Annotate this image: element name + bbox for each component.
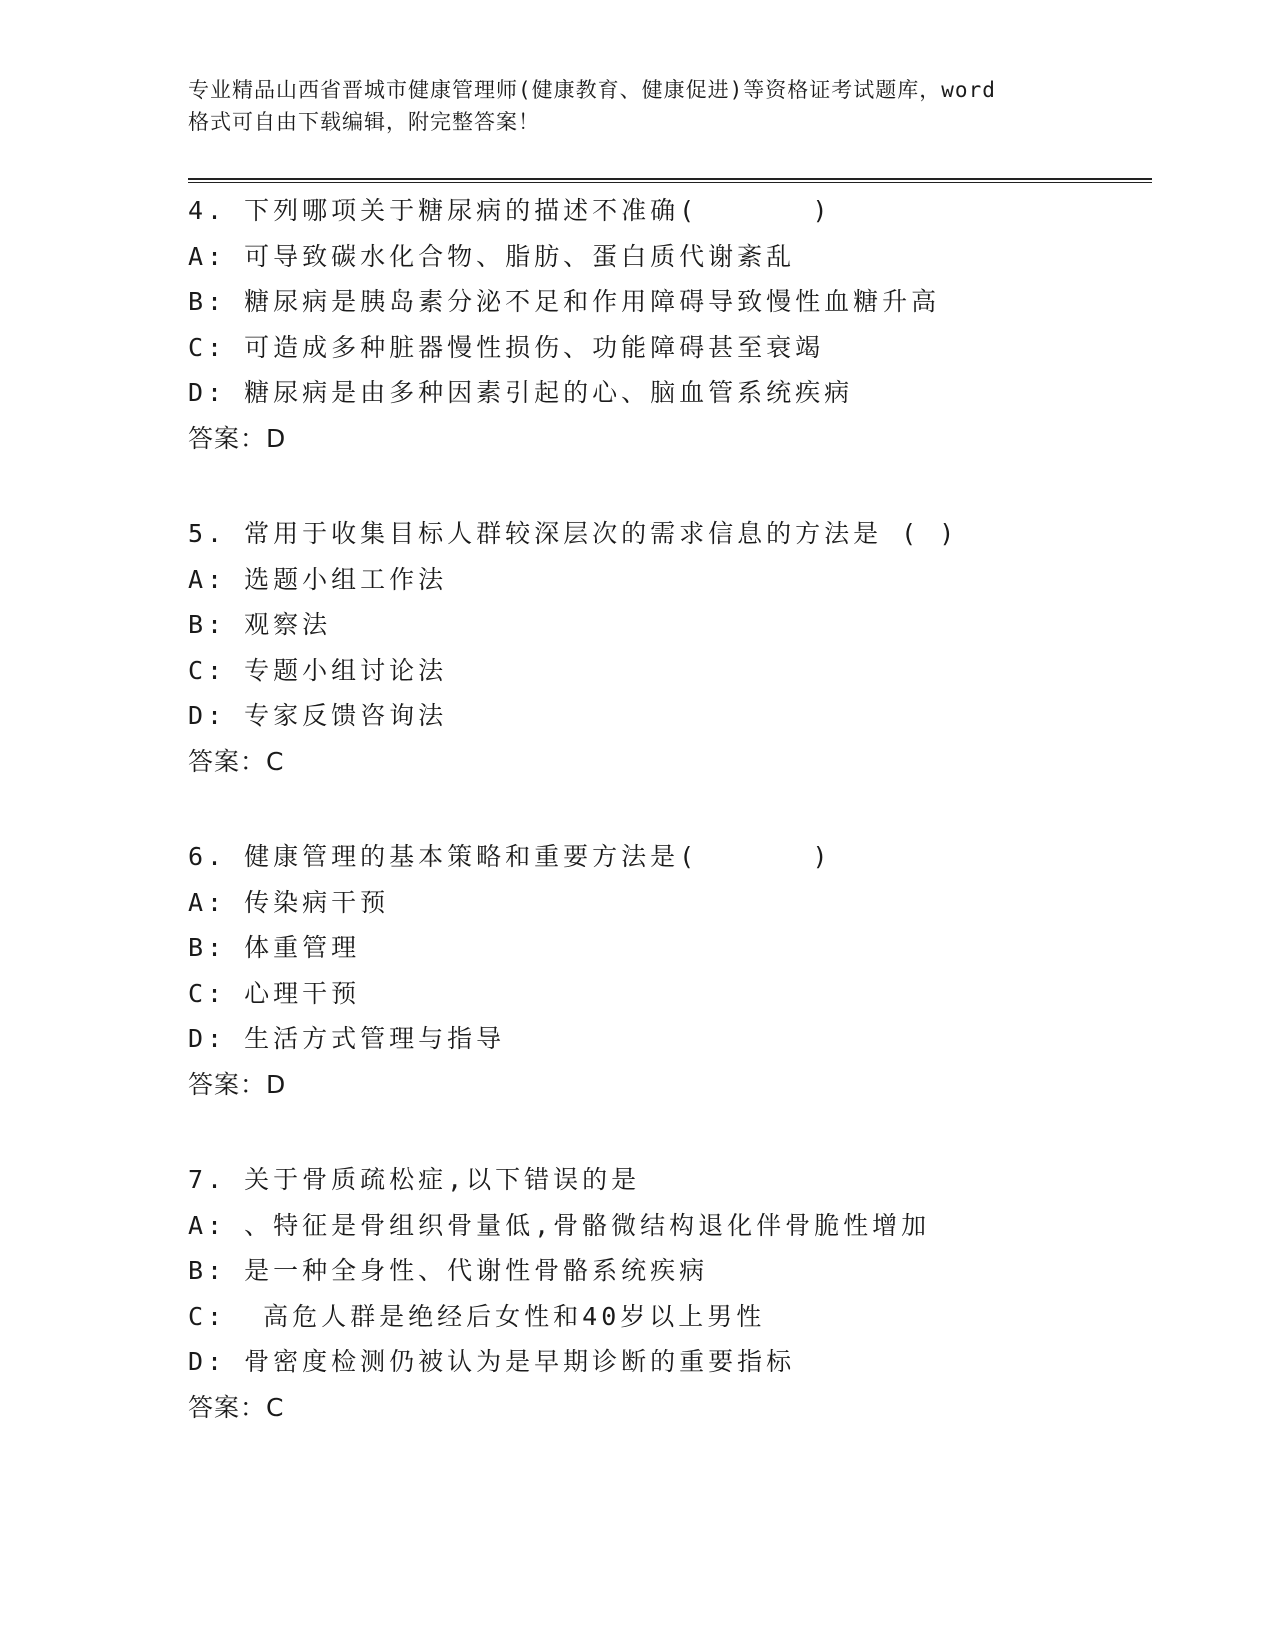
question-number: 4. — [188, 196, 227, 225]
question-stem — [188, 511, 1152, 557]
option-key: D: — [188, 1347, 227, 1376]
option-key: B: — [188, 1256, 227, 1285]
option-text: 体重管理 — [244, 933, 361, 962]
answer-line: 答案：D — [188, 1069, 287, 1099]
header-line-1: 专业精品山西省晋城市健康管理师(健康教育、健康促进)等资格证考试题库，word — [188, 78, 996, 102]
option-key: C: — [188, 978, 227, 1008]
option-text: 生活方式管理与指导 — [244, 1024, 506, 1053]
option-text: 专家反馈咨询法 — [244, 701, 448, 730]
question-6 — [188, 834, 1152, 1107]
question-text: 关于骨质疏松症,以下错误的是 — [244, 1165, 641, 1194]
option-c — [188, 971, 1152, 1017]
option-c — [188, 325, 1152, 371]
option-text: 专题小组讨论法 — [244, 655, 448, 685]
document-header — [188, 74, 1088, 138]
option-text: 传染病干预 — [244, 887, 390, 917]
question-number: 5. — [188, 519, 227, 548]
option-a — [188, 557, 1152, 603]
option-c — [188, 1294, 1152, 1340]
option-text: 骨密度检测仍被认为是早期诊断的重要指标 — [244, 1347, 796, 1376]
option-text: 、特征是骨组织骨量低,骨骼微结构退化伴骨脆性增加 — [244, 1210, 931, 1240]
question-text: 健康管理的基本策略和重要方法是( ) — [244, 842, 832, 871]
option-b — [188, 279, 1152, 325]
question-list — [188, 188, 1152, 1480]
option-text: 选题小组工作法 — [244, 564, 448, 594]
option-a — [188, 1203, 1152, 1249]
question-stem — [188, 1157, 1152, 1203]
answer-line: 答案：C — [188, 746, 285, 776]
option-b — [188, 1248, 1152, 1294]
question-5 — [188, 511, 1152, 784]
option-text: 高危人群是绝经后女性和40岁以上男性 — [244, 1301, 766, 1331]
question-number: 7. — [188, 1165, 227, 1194]
question-number: 6. — [188, 842, 227, 871]
question-text: 下列哪项关于糖尿病的描述不准确( ) — [244, 196, 832, 225]
option-key: A: — [188, 241, 227, 271]
option-key: D: — [188, 378, 227, 407]
option-key: B: — [188, 933, 227, 962]
option-a — [188, 234, 1152, 280]
option-key: A: — [188, 887, 227, 917]
option-key: A: — [188, 564, 227, 594]
option-text: 可造成多种脏器慢性损伤、功能障碍甚至衰竭 — [244, 332, 825, 362]
option-key: C: — [188, 332, 227, 362]
question-text: 常用于收集目标人群较深层次的需求信息的方法是 ( ) — [244, 519, 959, 548]
option-d — [188, 370, 1152, 416]
question-7 — [188, 1157, 1152, 1430]
option-text: 心理干预 — [244, 978, 361, 1008]
option-c — [188, 648, 1152, 694]
option-text: 可导致碳水化合物、脂肪、蛋白质代谢紊乱 — [244, 241, 796, 271]
option-b — [188, 602, 1152, 648]
option-text: 是一种全身性、代谢性骨骼系统疾病 — [244, 1256, 709, 1285]
option-text: 糖尿病是胰岛素分泌不足和作用障碍导致慢性血糖升高 — [244, 287, 941, 316]
option-key: C: — [188, 1301, 227, 1331]
header-divider — [188, 178, 1152, 183]
answer-line: 答案：D — [188, 423, 287, 453]
answer-line: 答案：C — [188, 1392, 285, 1422]
option-d — [188, 693, 1152, 739]
option-d — [188, 1339, 1152, 1385]
option-key: C: — [188, 655, 227, 685]
question-stem — [188, 834, 1152, 880]
option-key: A: — [188, 1210, 227, 1240]
question-4 — [188, 188, 1152, 461]
option-b — [188, 925, 1152, 971]
header-line-2: 格式可自由下载编辑，附完整答案！ — [188, 110, 540, 134]
option-key: D: — [188, 701, 227, 730]
option-a — [188, 880, 1152, 926]
option-text: 观察法 — [244, 610, 332, 639]
option-d — [188, 1016, 1152, 1062]
option-key: B: — [188, 287, 227, 316]
option-key: B: — [188, 610, 227, 639]
option-text: 糖尿病是由多种因素引起的心、脑血管系统疾病 — [244, 378, 854, 407]
option-key: D: — [188, 1024, 227, 1053]
question-stem — [188, 188, 1152, 234]
